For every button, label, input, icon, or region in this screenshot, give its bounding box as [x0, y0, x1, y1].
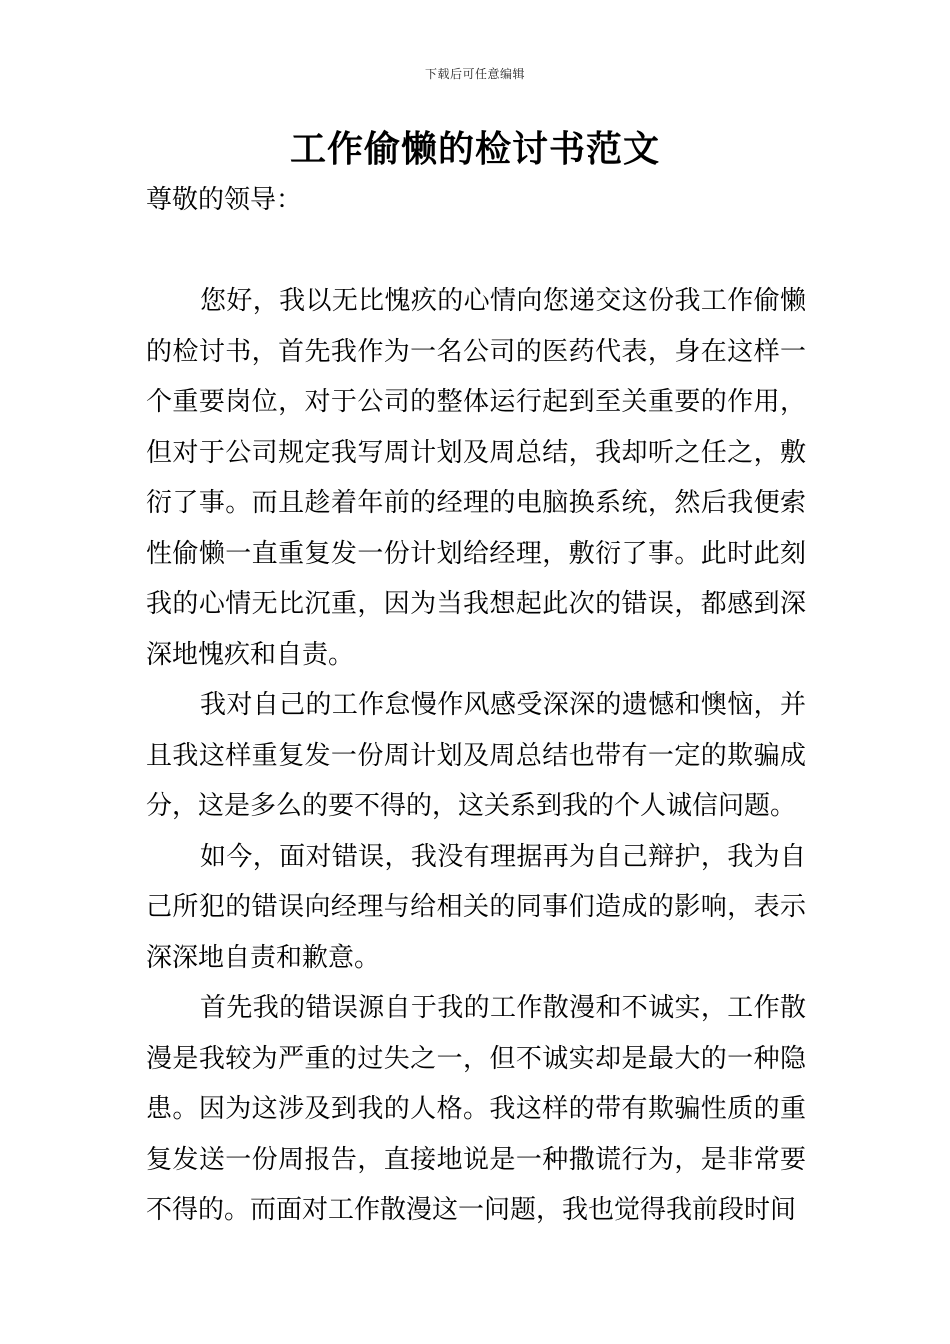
header-note: 下载后可任意编辑 — [424, 67, 525, 81]
paragraph-1: 您好，我以无比愧疚的心情向您递交这份我工作偷懒的检讨书，首先我作为一名公司的医药代表，身在这样一个重要岗位，对于公司的整体运行起到至关重要的作用，但对于公司规定我写周计划及周总结，我却听之任之，敷衍了事。而且趁着年前的经理的电脑换系统，然后我便索性偷懒一直重复发一份计划给经理，敷衍了事。此时此刻我的心情无比沉重，因为当我想起此次的错误，都感到深深地愧疚和自责。 — [146, 286, 806, 670]
document-title: 工作偷懒的检讨书范文 — [289, 129, 660, 170]
paragraph-4: 首先我的错误源自于我的工作散漫和不诚实，工作散漫是我较为严重的过失之一，但不诚实却是最大的一种隐患。因为这涉及到我的人格。我这样的带有欺骗性质的重复发送一份周报告，直接地说是一种撒谎行为，是非常要不得的。而面对工作散漫这一问题，我也觉得我前段时间 — [146, 993, 806, 1225]
paragraph-2: 我对自己的工作怠慢作风感受深深的遗憾和懊恼，并且我这样重复发一份周计划及周总结也带有一定的欺骗成分，这是多么的要不得的，这关系到我的个人诚信问题。 — [146, 690, 806, 821]
document-body — [146, 276, 806, 1236]
salutation: 尊敬的领导： — [146, 185, 303, 215]
paragraph-3: 如今，面对错误，我没有理据再为自己辩护，我为自己所犯的错误向经理与给相关的同事们造成的影响，表示深深地自责和歉意。 — [146, 841, 806, 973]
